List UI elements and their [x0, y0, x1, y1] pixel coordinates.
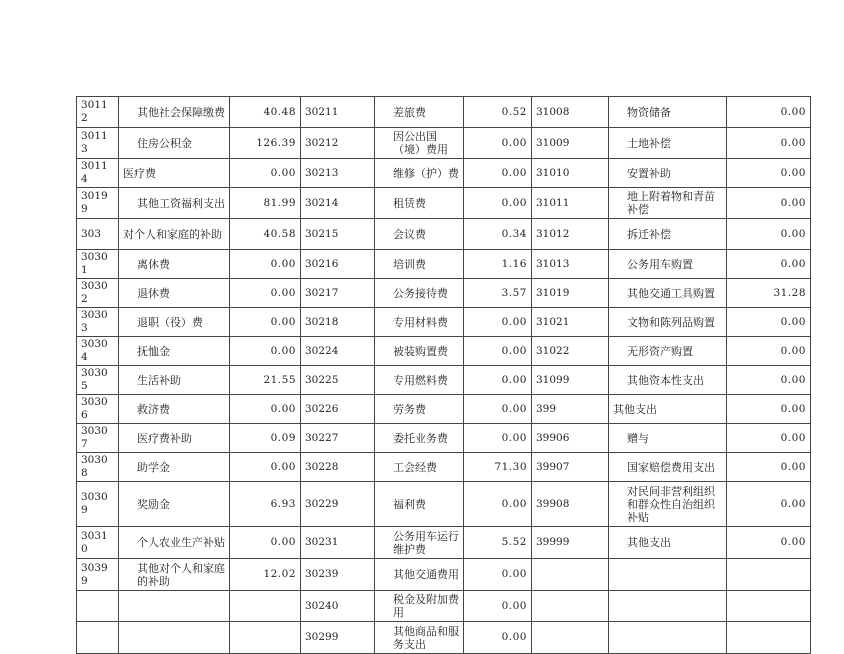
account-name: 其他交通工具购置: [609, 279, 727, 308]
amount-value: 0.34: [464, 219, 532, 250]
account-code: 31099: [532, 366, 609, 395]
amount-value: 40.48: [230, 97, 301, 128]
amount-value: [727, 622, 811, 654]
account-code: 30213: [301, 159, 375, 188]
account-code: 303: [77, 219, 119, 250]
amount-value: 0.52: [464, 97, 532, 128]
account-name: 工会经费: [375, 453, 464, 482]
account-name: 文物和陈列品购置: [609, 308, 727, 337]
account-code: [532, 559, 609, 591]
account-code: 30399: [77, 559, 119, 591]
account-code: 30308: [77, 453, 119, 482]
account-code: 39999: [532, 527, 609, 559]
account-name: 无形资产购置: [609, 337, 727, 366]
amount-value: 0.00: [464, 482, 532, 527]
account-name: 劳务费: [375, 395, 464, 424]
table-row: [77, 424, 811, 453]
amount-value: 0.00: [464, 591, 532, 622]
account-code: 31010: [532, 159, 609, 188]
amount-value: 0.00: [464, 559, 532, 591]
account-code: [77, 622, 119, 654]
account-name: 住房公积金: [119, 128, 230, 159]
account-name: 救济费: [119, 395, 230, 424]
account-code: 30231: [301, 527, 375, 559]
account-name: 土地补偿: [609, 128, 727, 159]
table-row: [77, 591, 811, 622]
account-name: 福利费: [375, 482, 464, 527]
amount-value: 0.00: [727, 250, 811, 279]
table-row: [77, 219, 811, 250]
account-code: 39907: [532, 453, 609, 482]
amount-value: 0.00: [727, 128, 811, 159]
amount-value: 0.00: [727, 219, 811, 250]
account-name: 公务用车运行维护费: [375, 527, 464, 559]
table-row: [77, 188, 811, 219]
account-name: 其他对个人和家庭的补助: [119, 559, 230, 591]
account-code: 39906: [532, 424, 609, 453]
account-name: 退职（役）费: [119, 308, 230, 337]
table-row: [77, 337, 811, 366]
account-code: 30228: [301, 453, 375, 482]
account-code: [77, 591, 119, 622]
amount-value: 0.00: [727, 337, 811, 366]
table-row: [77, 97, 811, 128]
account-code: 30299: [301, 622, 375, 654]
account-name: 助学金: [119, 453, 230, 482]
account-name: 对个人和家庭的补助: [119, 219, 230, 250]
amount-value: [727, 591, 811, 622]
account-name: 培训费: [375, 250, 464, 279]
account-code: 30239: [301, 559, 375, 591]
account-name: 差旅费: [375, 97, 464, 128]
account-name: 其他商品和服务支出: [375, 622, 464, 654]
account-code: 30113: [77, 128, 119, 159]
amount-value: 0.00: [727, 482, 811, 527]
account-code: 30212: [301, 128, 375, 159]
amount-value: 0.00: [464, 308, 532, 337]
amount-value: 0.00: [230, 527, 301, 559]
account-code: 39908: [532, 482, 609, 527]
amount-value: 40.58: [230, 219, 301, 250]
table-row: [77, 366, 811, 395]
account-code: 30225: [301, 366, 375, 395]
account-name: 其他支出: [609, 527, 727, 559]
amount-value: 0.00: [464, 337, 532, 366]
account-name: 安置补助: [609, 159, 727, 188]
account-name: 维修（护）费: [375, 159, 464, 188]
amount-value: 0.00: [464, 424, 532, 453]
account-name: 专用材料费: [375, 308, 464, 337]
table-row: [77, 128, 811, 159]
account-name: 因公出国（境）费用: [375, 128, 464, 159]
account-code: 30199: [77, 188, 119, 219]
table-row: [77, 527, 811, 559]
account-code: 30305: [77, 366, 119, 395]
account-code: 30217: [301, 279, 375, 308]
account-name: 其他工资福利支出: [119, 188, 230, 219]
amount-value: 0.00: [727, 527, 811, 559]
account-name: 离休费: [119, 250, 230, 279]
account-code: 30302: [77, 279, 119, 308]
account-code: 399: [532, 395, 609, 424]
account-name: 其他支出: [609, 395, 727, 424]
account-name: 物资储备: [609, 97, 727, 128]
account-name: 抚恤金: [119, 337, 230, 366]
account-name: 医疗费补助: [119, 424, 230, 453]
amount-value: 0.00: [464, 128, 532, 159]
amount-value: 0.00: [727, 424, 811, 453]
account-code: 31012: [532, 219, 609, 250]
amount-value: 0.00: [230, 337, 301, 366]
table-row: [77, 622, 811, 654]
amount-value: 0.00: [464, 159, 532, 188]
budget-expenditure-table: [76, 96, 811, 654]
account-code: 31011: [532, 188, 609, 219]
table-row: [77, 308, 811, 337]
account-name: 赠与: [609, 424, 727, 453]
account-code: 30218: [301, 308, 375, 337]
account-code: 31022: [532, 337, 609, 366]
account-name: 专用燃料费: [375, 366, 464, 395]
amount-value: 0.00: [727, 97, 811, 128]
account-name: 对民间非营利组织和群众性自治组织补贴: [609, 482, 727, 527]
amount-value: 31.28: [727, 279, 811, 308]
account-name: 奖励金: [119, 482, 230, 527]
amount-value: 0.00: [230, 159, 301, 188]
table-row: [77, 395, 811, 424]
amount-value: 0.00: [230, 308, 301, 337]
account-code: 30306: [77, 395, 119, 424]
account-code: 30211: [301, 97, 375, 128]
table-row: [77, 453, 811, 482]
account-name: 医疗费: [119, 159, 230, 188]
amount-value: 0.00: [727, 159, 811, 188]
account-code: [532, 622, 609, 654]
amount-value: 0.00: [727, 366, 811, 395]
account-name: 退休费: [119, 279, 230, 308]
account-code: 30310: [77, 527, 119, 559]
amount-value: 0.00: [464, 395, 532, 424]
account-name: 会议费: [375, 219, 464, 250]
amount-value: 0.09: [230, 424, 301, 453]
account-code: 30114: [77, 159, 119, 188]
account-name: [119, 591, 230, 622]
amount-value: 0.00: [464, 366, 532, 395]
amount-value: 3.57: [464, 279, 532, 308]
amount-value: 21.55: [230, 366, 301, 395]
account-name: 公务接待费: [375, 279, 464, 308]
account-code: 30309: [77, 482, 119, 527]
account-name: 国家赔偿费用支出: [609, 453, 727, 482]
account-name: [609, 591, 727, 622]
account-code: 30301: [77, 250, 119, 279]
amount-value: 0.00: [727, 188, 811, 219]
account-code: 31008: [532, 97, 609, 128]
table-row: [77, 159, 811, 188]
amount-value: 126.39: [230, 128, 301, 159]
amount-value: 5.52: [464, 527, 532, 559]
account-code: 30307: [77, 424, 119, 453]
table-row: [77, 559, 811, 591]
account-name: 租赁费: [375, 188, 464, 219]
account-code: 31021: [532, 308, 609, 337]
amount-value: 0.00: [727, 453, 811, 482]
amount-value: 0.00: [464, 622, 532, 654]
amount-value: 0.00: [230, 453, 301, 482]
account-code: 30216: [301, 250, 375, 279]
account-name: [609, 559, 727, 591]
amount-value: [230, 622, 301, 654]
account-name: [609, 622, 727, 654]
account-code: 30112: [77, 97, 119, 128]
amount-value: 71.30: [464, 453, 532, 482]
account-name: 生活补助: [119, 366, 230, 395]
amount-value: 0.00: [230, 250, 301, 279]
account-name: 地上附着物和青苗补偿: [609, 188, 727, 219]
account-name: 其他社会保障缴费: [119, 97, 230, 128]
account-code: 30229: [301, 482, 375, 527]
account-name: [119, 622, 230, 654]
amount-value: 81.99: [230, 188, 301, 219]
account-code: 31009: [532, 128, 609, 159]
account-code: [532, 591, 609, 622]
amount-value: 0.00: [230, 395, 301, 424]
account-code: 30303: [77, 308, 119, 337]
account-name: 公务用车购置: [609, 250, 727, 279]
account-name: 个人农业生产补贴: [119, 527, 230, 559]
account-name: 税金及附加费用: [375, 591, 464, 622]
account-name: 拆迁补偿: [609, 219, 727, 250]
table-row: [77, 482, 811, 527]
table-row: [77, 279, 811, 308]
amount-value: 12.02: [230, 559, 301, 591]
amount-value: 0.00: [464, 188, 532, 219]
account-code: 30227: [301, 424, 375, 453]
account-name: 委托业务费: [375, 424, 464, 453]
amount-value: 0.00: [230, 279, 301, 308]
amount-value: 0.00: [727, 395, 811, 424]
amount-value: 0.00: [727, 308, 811, 337]
amount-value: 1.16: [464, 250, 532, 279]
account-code: 30240: [301, 591, 375, 622]
table-row: [77, 250, 811, 279]
account-name: 其他交通费用: [375, 559, 464, 591]
amount-value: [727, 559, 811, 591]
account-name: 被装购置费: [375, 337, 464, 366]
account-code: 30304: [77, 337, 119, 366]
account-code: 31019: [532, 279, 609, 308]
account-code: 30215: [301, 219, 375, 250]
account-name: 其他资本性支出: [609, 366, 727, 395]
amount-value: [230, 591, 301, 622]
account-code: 30214: [301, 188, 375, 219]
amount-value: 6.93: [230, 482, 301, 527]
account-code: 30226: [301, 395, 375, 424]
account-code: 30224: [301, 337, 375, 366]
account-code: 31013: [532, 250, 609, 279]
